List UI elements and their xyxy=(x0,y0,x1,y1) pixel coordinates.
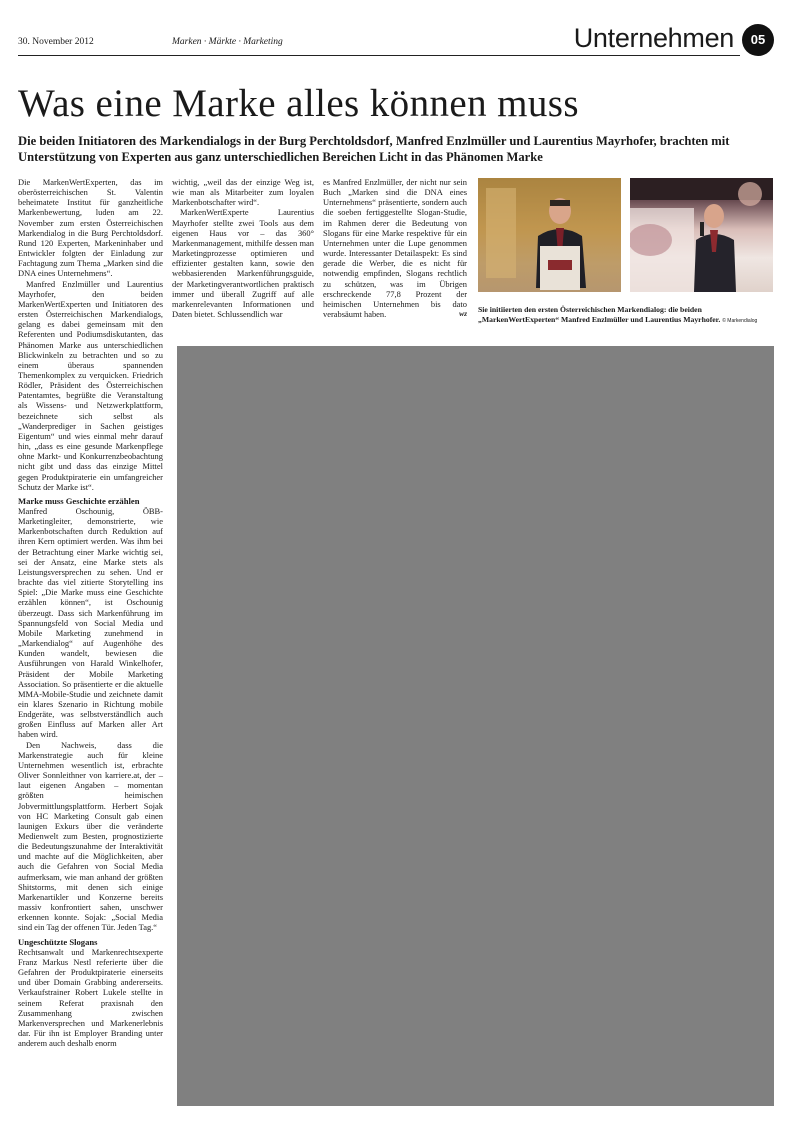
section-title: Unternehmen xyxy=(573,23,734,53)
paragraph xyxy=(323,177,467,319)
paragraph: Manfred Enzlmüller und Laurentius Mayrhofer, den beiden MarkenWertExperten und Initiatoren des ersten Österreichischen Markendialogs, gelang es dabei gemeinsam mit den Referenten und Podiumsdiskutanten, das Phänomen Marke aus unterschiedlichen Blickwinkeln zu betrachten und so zu einem überaus spannenden Themenkomplex zu verquicken. Friedrich Rödler, Präsident des Österreichischen Patentamtes, begrüßte die Veranstaltung als Wissens- und Netzwerkplattform, bezeichnete sich selbst als „Wanderprediger in Sachen geistiges Eigentum“ und wies einmal mehr darauf hin, „dass es eine gesunde Markenpflege ohne Markt- und Konkurrenzbeobachtung nicht gibt und dass das einzige Mittel gegen Produktpiraterie ein umfangreicher Schutz der Marke ist“. xyxy=(18,278,163,492)
paragraph: Manfred Oschounig, ÖBB-Marketingleiter, demonstrierte, wie Markenbotschaften durch Reduktion auf ihren Kern optimiert werden. Was ihm bei der Betrachtung einer Marke wichtig sei, sei der Ansatz, eine Marke stets als Leistungsversprechen zu sehen. Und er brachte das viel zitierte Storytelling ins Spiel: „Die Marke muss eine Geschichte erzählen können“, ist Oschounig überzeugt. Dass sich Markenführung im Spannungsfeld von Social Media und Mobile Marketing zunehmend in „Markendialog“ auf Augenhöhe des Kunden wandelt, bewiesen die Ausführungen von Harald Winkelhofer, Präsident der Mobile Marketing Association. So präsentierte er die aktuelle MMA-Mobile-Studie und zeichnete damit ein klares Szenario in Richtung mobile Endgeräte, was selbstverständlich auch großen Einfluss auf Marken aller Art haben wird. xyxy=(18,506,163,740)
page-number-badge: 05 xyxy=(742,24,774,56)
ad-placeholder xyxy=(177,346,774,1106)
article-column-1 xyxy=(18,177,163,1048)
page-header xyxy=(18,24,774,56)
caption-text: Sie initiierten den ersten Österreichischen Markendialog: die beiden „MarkenWertExperten“ Manfred Enzlmüller und Laurentius Mayrhofer. xyxy=(478,305,721,324)
paragraph-text: es Manfred Enzlmüller, der nicht nur sein Buch „Marken sind die DNA eines Unternehmens“ präsentierte, sondern auch die soeben fertiggestellte Slogan-Studie, im Rahmen derer die Bedeutung von Slogans für eine Marke respektive für ein Unternehmen unter die Lupe genommen wurde. Interessanter Detailaspekt: Es sind gerade die Werber, die es nicht für notwendig empfinden, Slogans rechtlich zu schützen, was im Übrigen erschreckende 77,8 Prozent der heimischen Unternehmen bis dato verabsäumt haben. xyxy=(323,177,467,320)
photo-speaker-with-microphone xyxy=(630,178,773,292)
paragraph: wichtig, „weil das der einzige Weg ist, wie man als Mitarbeiter zum loyalen Markenbotschafter wird“. xyxy=(172,177,314,208)
article-lead: Die beiden Initiatoren des Markendialogs in der Burg Perchtoldsdorf, Manfred Enzlmüller und Laurentius Mayrhofer, brachten mit Unterstützung von Experten aus ganz unterschiedlichen Bereichen Licht in das Phänomen Marke xyxy=(18,134,730,164)
paragraph: Rechtsanwalt und Markenrechtsexperte Franz Markus Nestl referierte über die Gefahren der Produktpiraterie einerseits und über Domain Grabbing andererseits. Verkaufstrainer Robert Lukele stellte in seinem Referat praxisnah den Zusammenhang zwischen Markenversprechen und Markenerlebnis dar. Für ihn ist Employer Branding unter anderem auch deshalb enorm xyxy=(18,946,163,1049)
article-column-2 xyxy=(172,177,314,319)
photo-caption xyxy=(478,305,774,326)
author-signature: wz xyxy=(459,309,467,319)
page-category: Marken · Märkte · Marketing xyxy=(172,37,283,47)
subheading: Ungeschützte Slogans xyxy=(18,936,98,947)
issue-date: 30. November 2012 xyxy=(18,37,94,47)
photo-speaker-at-lectern xyxy=(478,178,621,292)
paragraph: Die MarkenWertExperten, das im oberösterreichischen St. Valentin beheimatete Institut für ganzheitliche Markenbewertung, luden am 22. November zum ersten Österreichischen Markendialog in die Burg Perchtoldsdorf. Rund 120 Experten, Markeninhaber und Entwickler folgten der Einladung zur Fachtagung zum Thema „Marken sind die DNA eines Unternehmens“. xyxy=(18,177,163,279)
paragraph: Den Nachweis, dass die Markenstrategie auch für kleine Unternehmen wesentlich ist, erbrachte Oliver Sonnleithner von karriere.at, der – laut eigenen Angaben – momentan größten heimischen Jobvermittlungsplattform. Herbert Sojak von HC Marketing Consult gab einen launigen Exkurs über die veränderte Medienwelt zum Besten, prognostizierte die Bedeutungszunahme der Interaktivität und machte auf die Möglichkeiten, aber auch die Gefahren von Social Media aufmerksam, wie man anhand der größten Shitstorms, mit denen sich einige Markenartikler und Konzerne bereits massiv konfrontiert sahen, unschwer erkennen konnte. Sojak: „Social Media sind ein Tag der offenen Tür. Jeden Tag.“ xyxy=(18,739,163,933)
photo-credit: © Markendialog xyxy=(722,318,758,324)
speaker-illustration xyxy=(478,178,621,292)
speaker-illustration xyxy=(630,178,773,292)
article-headline: Was eine Marke alles können muss xyxy=(18,82,579,125)
subheading: Marke muss Geschichte erzählen xyxy=(18,495,140,506)
paragraph: MarkenWertExperte Laurentius Mayrhofer stellte zwei Tools aus dem eigenen Haus vor – das 360° Markenmanagement, mithilfe dessen man Marketingprozesse optimieren und effizienter gestalten kann, sowie den webbasierenden Markenführungsguide, der Marketingverantwortlichen praktisch immer und überall Zugriff auf alle markenrelevanten Informationen und Daten bietet. Schlussendlich war xyxy=(172,207,314,320)
article-column-3 xyxy=(323,177,467,319)
header-rule xyxy=(18,55,740,56)
